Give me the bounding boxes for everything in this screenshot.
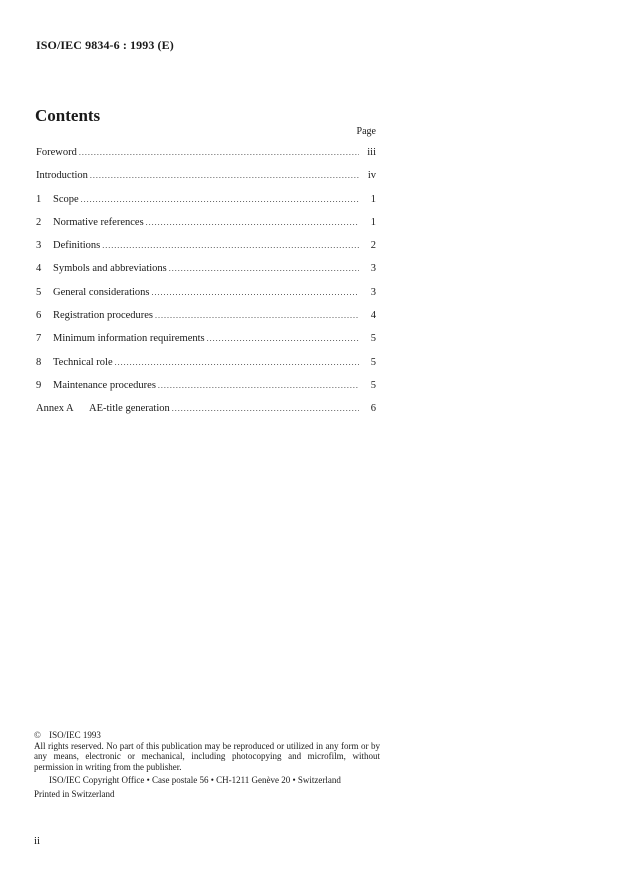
toc-leader-dots (158, 381, 359, 390)
toc-entry-page: iv (367, 170, 376, 182)
toc-entry-technical-role[interactable] (36, 357, 376, 380)
copyright-office-address: ISO/IEC Copyright Office • Case postale 56 • CH-1211 Genève 20 • Switzerland (49, 775, 341, 786)
toc-leader-dots (102, 241, 359, 250)
document-header: ISO/IEC 9834-6 : 1993 (E) (36, 38, 174, 52)
toc-entry-number: Annex A (36, 403, 74, 415)
toc-entry-number: 9 (36, 379, 42, 391)
toc-entry-page: 5 (370, 379, 376, 391)
toc-entry-page: 1 (370, 193, 376, 205)
toc-entry-page: 5 (370, 356, 376, 368)
toc-entry-symbols-abbreviations[interactable] (36, 263, 376, 286)
toc-entry-annex-a[interactable] (36, 403, 376, 426)
toc-entry-title: Introduction (36, 170, 88, 182)
table-of-contents (36, 147, 376, 427)
toc-leader-dots (169, 264, 359, 273)
toc-entry-scope[interactable] (36, 194, 376, 217)
toc-entry-number: 6 (36, 310, 42, 322)
toc-entry-title: Minimum information requirements (53, 333, 205, 345)
toc-entry-title: Definitions (53, 240, 101, 252)
rights-statement: All rights reserved. No part of this publication may be reproduced or utilized in any form or by any means, electronic or mechanical, including photocopying and microfilm, without permission in writing from the publisher. (34, 740, 380, 772)
toc-entry-title: Normative references (53, 216, 144, 228)
toc-leader-dots (152, 288, 359, 297)
toc-entry-number: 5 (36, 286, 42, 298)
toc-entry-registration-procedures[interactable] (36, 310, 376, 333)
toc-leader-dots (207, 334, 359, 343)
toc-entry-number: 8 (36, 356, 42, 368)
toc-entry-page: 5 (370, 333, 376, 345)
copyright-symbol: © (34, 730, 41, 740)
toc-entry-title: Maintenance procedures (53, 379, 156, 391)
page-number: ii (34, 835, 41, 847)
toc-entry-number: 1 (36, 193, 42, 205)
toc-entry-normative-references[interactable] (36, 217, 376, 240)
toc-entry-title: AE-title generation (89, 403, 170, 415)
toc-leader-dots (155, 311, 359, 320)
toc-entry-general-considerations[interactable] (36, 287, 376, 310)
toc-leader-dots (172, 404, 359, 413)
toc-entry-title: Scope (53, 193, 79, 205)
toc-entry-foreword[interactable] (36, 147, 376, 170)
toc-entry-title: Technical role (53, 356, 113, 368)
toc-entry-definitions[interactable] (36, 240, 376, 263)
toc-entry-page: 3 (370, 263, 376, 275)
toc-entry-page: 3 (370, 286, 376, 298)
copyright-line (34, 730, 380, 741)
toc-entry-title: Foreword (36, 147, 77, 158)
toc-entry-number: 4 (36, 263, 42, 275)
contents-heading: Contents (35, 106, 101, 125)
toc-entry-page: 1 (370, 216, 376, 228)
printed-location: Printed in Switzerland (34, 788, 115, 799)
toc-leader-dots (90, 171, 359, 180)
toc-entry-page: 2 (370, 240, 376, 252)
toc-entry-number: 2 (36, 216, 42, 228)
toc-entry-title: Registration procedures (53, 310, 154, 322)
copyright-notice (34, 730, 380, 800)
toc-entry-number: 7 (36, 333, 42, 345)
toc-entry-number: 3 (36, 240, 42, 252)
toc-leader-dots (79, 148, 359, 157)
toc-leader-dots (81, 195, 359, 204)
toc-entry-title: General considerations (53, 286, 150, 298)
page-column-label: Page (356, 126, 376, 137)
toc-entry-page: iii (367, 147, 376, 158)
toc-entry-introduction[interactable] (36, 170, 376, 193)
toc-entry-title: Symbols and abbreviations (53, 263, 167, 275)
toc-entry-maintenance-procedures[interactable] (36, 380, 376, 403)
toc-entry-minimum-information[interactable] (36, 333, 376, 356)
toc-entry-page: 4 (370, 310, 376, 322)
toc-leader-dots (115, 358, 359, 367)
toc-leader-dots (146, 218, 359, 227)
toc-entry-page: 6 (370, 403, 376, 415)
copyright-holder: ISO/IEC 1993 (49, 730, 101, 740)
